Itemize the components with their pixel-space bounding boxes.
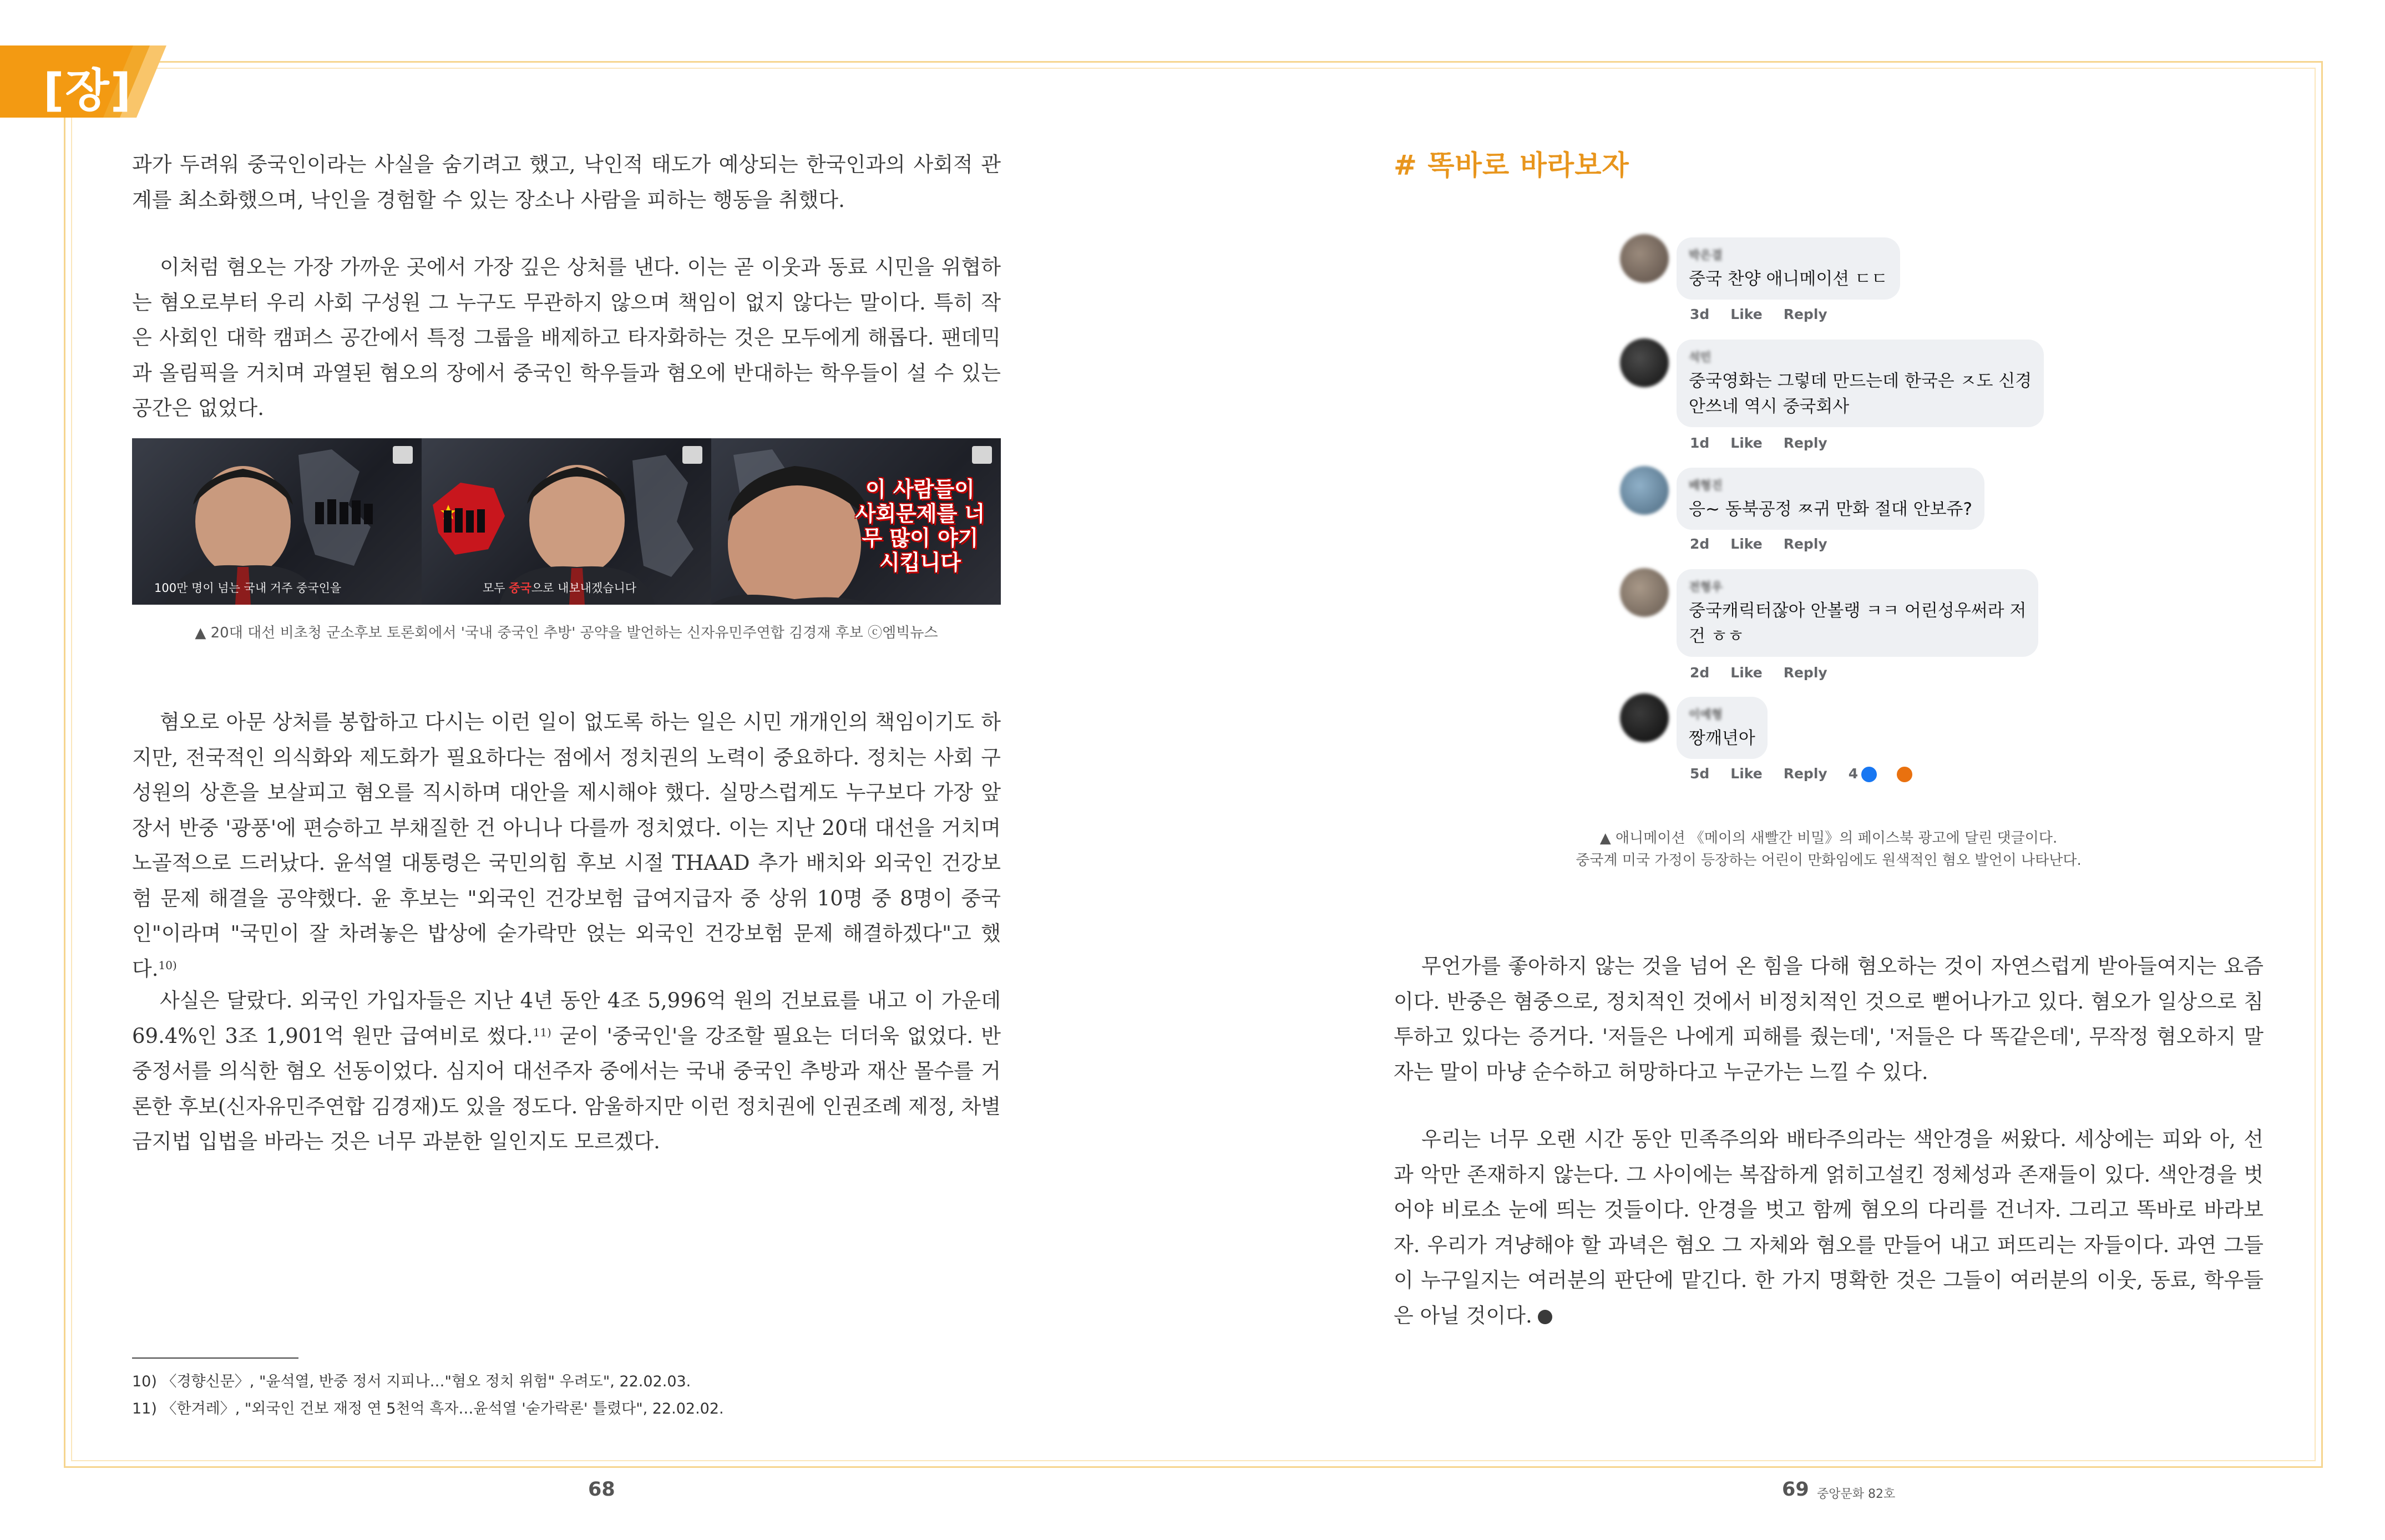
like-link[interactable]: Like	[1730, 766, 1763, 782]
footnote-10: 10) 〈경향신문〉, "윤석열, 반중 정서 지피나…"혐오 정치 위험" 우려도", 22.02.03.	[132, 1373, 691, 1390]
paragraph-4: 사실은 달랐다. 외국인 가입자들은 지난 4년 동안 4조 5,996억 원의 건보료를 내고 이 가운데 69.4%인 3조 1,901억 원만 급여비로 썼다.$^{11)}$ 굳이 '중국인'을 강조할 필요는 더더욱 없었다. 반중정서를 의식한 혐오 선동이었다. 심지어 대선주자 중에서는 국내 중국인 추방과 재산 몰수를 거론한 후보(신자유민주연합 김경재)도 있을 정도다. 암울하지만 이런 정치권에 인권조례 제정, 차별금지법 입법을 바라는 것은 너무 과분한 일인지도 모르겠다.	[132, 989, 1001, 1153]
comment-bubble: 박은결 중국 찬양 애니메이션 ㄷㄷ	[1677, 237, 1900, 300]
comment-meta: 3d Like Reply	[1690, 306, 1827, 322]
photo-panel-1	[132, 438, 422, 605]
comments-caption-line-1: ▲ 애니메이션 《메이의 새빨간 비밀》의 페이스북 광고에 달린 댓글이다.	[1599, 830, 2058, 847]
photo-panel-3-quote: 이 사람들이 사회문제를 너무 많이 야기시킵니다	[855, 477, 985, 575]
comments-caption-line-2: 중국계 미국 가정이 등장하는 어린이 만화임에도 원색적인 혐오 발언이 나타난다.	[1576, 852, 2082, 869]
commenter-avatar	[1620, 338, 1669, 387]
footnote-11: 11) 〈한겨레〉, "외국인 건보 재정 연 5천억 흑자…윤석열 '숟가락론' 틀렸다", 22.02.02.	[132, 1400, 724, 1417]
footnote-divider	[132, 1357, 298, 1359]
like-link[interactable]: Like	[1730, 306, 1763, 322]
like-reaction-icon	[1860, 766, 1878, 783]
reply-link[interactable]: Reply	[1783, 306, 1827, 322]
comment-meta: 2d Like Reply	[1690, 536, 1827, 552]
comment-meta: 5d Like Reply 4	[1690, 766, 1956, 783]
reaction-count[interactable]: 4	[1849, 766, 1935, 783]
commenter-avatar	[1620, 693, 1669, 742]
paragraph-6: 우리는 너무 오랜 시간 동안 민족주의와 배타주의라는 색안경을 써왔다. 세상에는 피와 아, 선과 악만 존재하지 않는다. 그 사이에는 복잡하게 얽히고설킨 정체성과 존재들이 있다. 색안경을 벗어야 비로소 눈에 띄는 것들이다. 안경을 벗고 함께 혐오의 다리를 건너자. 그리고 똑바로 바라보자. 우리가 겨냥해야 할 과녁은 혐오 그 자체와 혐오를 만들어 내고 퍼뜨리는 자들이다. 과연 그들이 누구일지는 여러분의 판단에 맡긴다. 한 가지 명확한 것은 그들이 여러분의 이웃, 동료, 학우들은 아닐 것이다.	[1394, 1127, 2264, 1328]
end-mark-icon	[1538, 1310, 1552, 1324]
commenter-avatar	[1620, 234, 1669, 283]
photo-panel-1-caption: 100만 명이 넘는 국내 거주 중국인을	[154, 581, 342, 595]
paragraph-2: 이처럼 혐오는 가장 가까운 곳에서 가장 깊은 상처를 낸다. 이는 곧 이웃과 동료 시민을 위협하는 혐오로부터 우리 사회 구성원 그 누구도 무관하지 않으며 책임이 없지 않다는 말이다. 특히 작은 사회인 대학 캠퍼스 공간에서 특정 그룹을 배제하고 타자화하는 것은 모두에게 해롭다. 팬데믹과 올림픽을 거치며 과열된 혐오의 장에서 중국인 학우들과 혐오에 반대하는 학우들이 설 수 있는 공간은 없었다.	[132, 255, 1001, 420]
reply-link[interactable]: Reply	[1783, 766, 1827, 782]
photo-panel-2	[422, 438, 711, 605]
paragraph-1: 과가 두려워 중국인이라는 사실을 숨기려고 했고, 낙인적 태도가 예상되는 한국인과의 사회적 관계를 최소화했으며, 낙인을 경험할 수 있는 장소나 사람을 피하는 행동을 취했다.	[132, 153, 1001, 212]
comment-bubble: 전형우 중국캐릭터잖아 안볼랭 ㅋㅋ 어린성우써라 저 건 ㅎㅎ	[1677, 569, 2038, 657]
magazine-issue: 중앙문화 82호	[1817, 1487, 1896, 1501]
photo-caption: ▲ 20대 대선 비초청 군소후보 토론회에서 '국내 중국인 추방' 공약을 발언하는 신자유민주연합 김경재 후보 ⓒ엠빅뉴스	[195, 625, 938, 641]
commenter-avatar	[1620, 466, 1669, 515]
angry-reaction-icon	[1896, 766, 1913, 783]
reply-link[interactable]: Reply	[1783, 435, 1827, 451]
comment-meta: 2d Like Reply	[1690, 665, 1827, 681]
comment-bubble: 이예형 짱깨년아	[1677, 697, 1768, 759]
like-link[interactable]: Like	[1730, 665, 1763, 681]
like-link[interactable]: Like	[1730, 536, 1763, 552]
paragraph-3: 혐오로 아문 상처를 봉합하고 다시는 이런 일이 없도록 하는 일은 시민 개개인의 책임이기도 하지만, 전국적인 의식화와 제도화가 필요하다는 점에서 정치권의 노력이 중요하다. 정치는 사회 구성원의 상흔을 보살피고 혐오를 직시하며 대안을 제시해야 했다. 실망스럽게도 누구보다 가장 앞장서 반중 '광풍'에 편승하고 부채질한 건 아니나 다를까 정치였다. 이는 지난 20대 대선을 거치며 노골적으로 드러났다. 윤석열 대통령은 국민의힘 후보 시절 THAAD 추가 배치와 외국인 건강보험 문제 해결을 공약했다. 윤 후보는 "외국인 건강보험 급여지급자 중 상위 10명 중 8명이 중국인"이라며 "국민이 잘 차려놓은 밥상에 숟가락만 얹는 외국인 건강보험 문제 해결하겠다"고 했다.$^{10)}$	[132, 710, 1001, 981]
comment-bubble: 석민 중국영화는 그렇데 만드는데 한국은 ㅈ도 신경 안쓰네 역시 중국회사	[1677, 340, 2044, 427]
photo-panel-2-caption: 모두 중국으로 내보내겠습니다	[483, 581, 637, 595]
comment-meta: 1d Like Reply	[1690, 435, 1827, 451]
like-link[interactable]: Like	[1730, 435, 1763, 451]
reply-link[interactable]: Reply	[1783, 665, 1827, 681]
section-tab-label: [장]	[43, 64, 133, 117]
paragraph-5: 무언가를 좋아하지 않는 것을 넘어 온 힘을 다해 혐오하는 것이 자연스럽게 받아들여지는 요즘이다. 반중은 혐중으로, 정치적인 것에서 비정치적인 것으로 뻗어나가고 있다. 혐오가 일상으로 침투하고 있다는 증거다. '저들은 나에게 피해를 줬는데', '저들은 다 똑같은데', 무작정 혐오하지 말자는 말이 마냥 순수하고 허망하다고 누군가는 느낄 수 있다.	[1394, 954, 2264, 1084]
photo-panel-3	[711, 438, 1001, 605]
reply-link[interactable]: Reply	[1783, 536, 1827, 552]
page-number-left: 68	[588, 1478, 615, 1501]
debate-photo-strip	[132, 438, 1001, 605]
comment-bubble: 배형진 응~ 동북공정 ㅉ귀 만화 절대 안보쥬?	[1677, 468, 1984, 530]
section-title: # 똑바로 바라보자	[1394, 149, 1629, 181]
page-number-right: 69	[1782, 1478, 1809, 1501]
commenter-avatar	[1620, 568, 1669, 617]
